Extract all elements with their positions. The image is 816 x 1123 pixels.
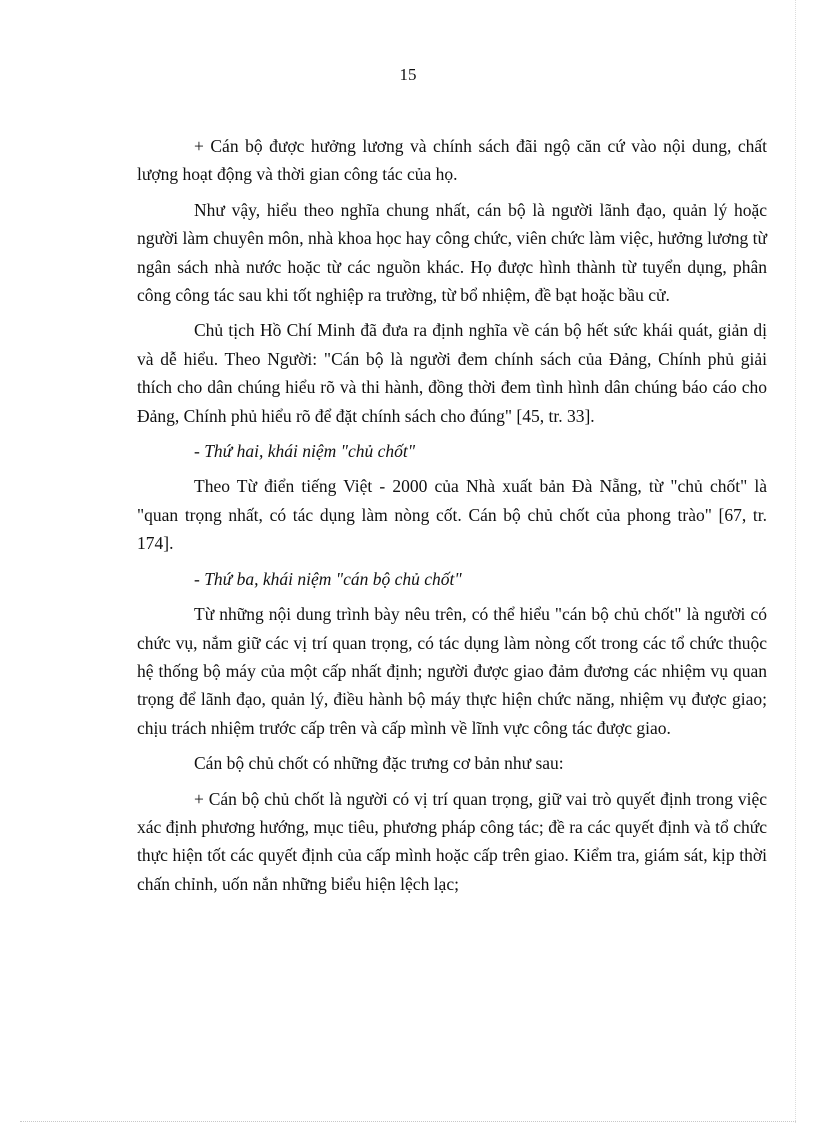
heading-third-concept: - Thứ ba, khái niệm "cán bộ chủ chốt" — [194, 568, 462, 589]
page-right-edge — [795, 0, 796, 1123]
paragraph-ho-chi-minh-definition: Chủ tịch Hồ Chí Minh đã đưa ra định nghĩa về cán bộ hết sức khái quát, giản dị và dễ hiểu. Theo Người: "Cán bộ là người đem chính sách của Đảng, Chính phủ giải thích cho dân chúng hiểu rõ và thi hành, đồng thời đem tình hình dân chúng báo cáo cho Đảng, Chính phủ hiểu rõ để đặt chính sách cho đúng" [45, tr. 33]. — [137, 320, 767, 426]
paragraph-characteristics-intro: Cán bộ chủ chốt có những đặc trưng cơ bản như sau: — [194, 753, 564, 774]
document-body — [137, 132, 767, 905]
paragraph-key-cadre-definition: Từ những nội dung trình bày nêu trên, có thể hiểu "cán bộ chủ chốt" là người có chức vụ, nắm giữ các vị trí quan trọng, có tác dụng làm nòng cốt trong các tổ chức thuộc hệ thống bộ máy của một cấp nhất định; người được giao đảm đương các nhiệm vụ quan trọng để lãnh đạo, quản lý, điều hành bộ máy thực hiện chức năng, nhiệm vụ được giao; chịu trách nhiệm trước cấp trên và cấp mình về lĩnh vực công tác được giao. — [137, 604, 767, 738]
page-number: 15 — [399, 65, 417, 84]
paragraph-salary-policy: + Cán bộ được hưởng lương và chính sách đãi ngộ căn cứ vào nội dung, chất lượng hoạt động và thời gian công tác của họ. — [137, 136, 767, 185]
paragraph-general-definition: Như vậy, hiểu theo nghĩa chung nhất, cán bộ là người lãnh đạo, quản lý hoặc người làm chuyên môn, nhà khoa học hay công chức, viên chức làm việc, hưởng lương từ ngân sách nhà nước hoặc từ các nguồn khác. Họ được hình thành từ tuyển dụng, phân công công tác sau khi tốt nghiệp ra trường, từ bổ nhiệm, đề bạt hoặc bầu cử. — [137, 199, 767, 306]
paragraph-characteristic-1: + Cán bộ chủ chốt là người có vị trí quan trọng, giữ vai trò quyết định trong việc xác định phương hướng, mục tiêu, phương pháp công tác; đề ra các quyết định và tổ chức thực hiện tốt các quyết định của cấp mình hoặc cấp trên giao. Kiểm tra, giám sát, kịp thời chấn chỉnh, uốn nắn những biểu hiện lệch lạc; — [137, 788, 767, 894]
page-bottom-edge — [20, 1121, 796, 1122]
paragraph-dictionary-definition: Theo Từ điển tiếng Việt - 2000 của Nhà xuất bản Đà Nẵng, từ "chủ chốt" là "quan trọng nhất, có tác dụng làm nòng cốt. Cán bộ chủ chốt của phong trào" [67, tr. 174]. — [137, 476, 767, 554]
heading-second-concept: - Thứ hai, khái niệm "chủ chốt" — [194, 441, 416, 462]
